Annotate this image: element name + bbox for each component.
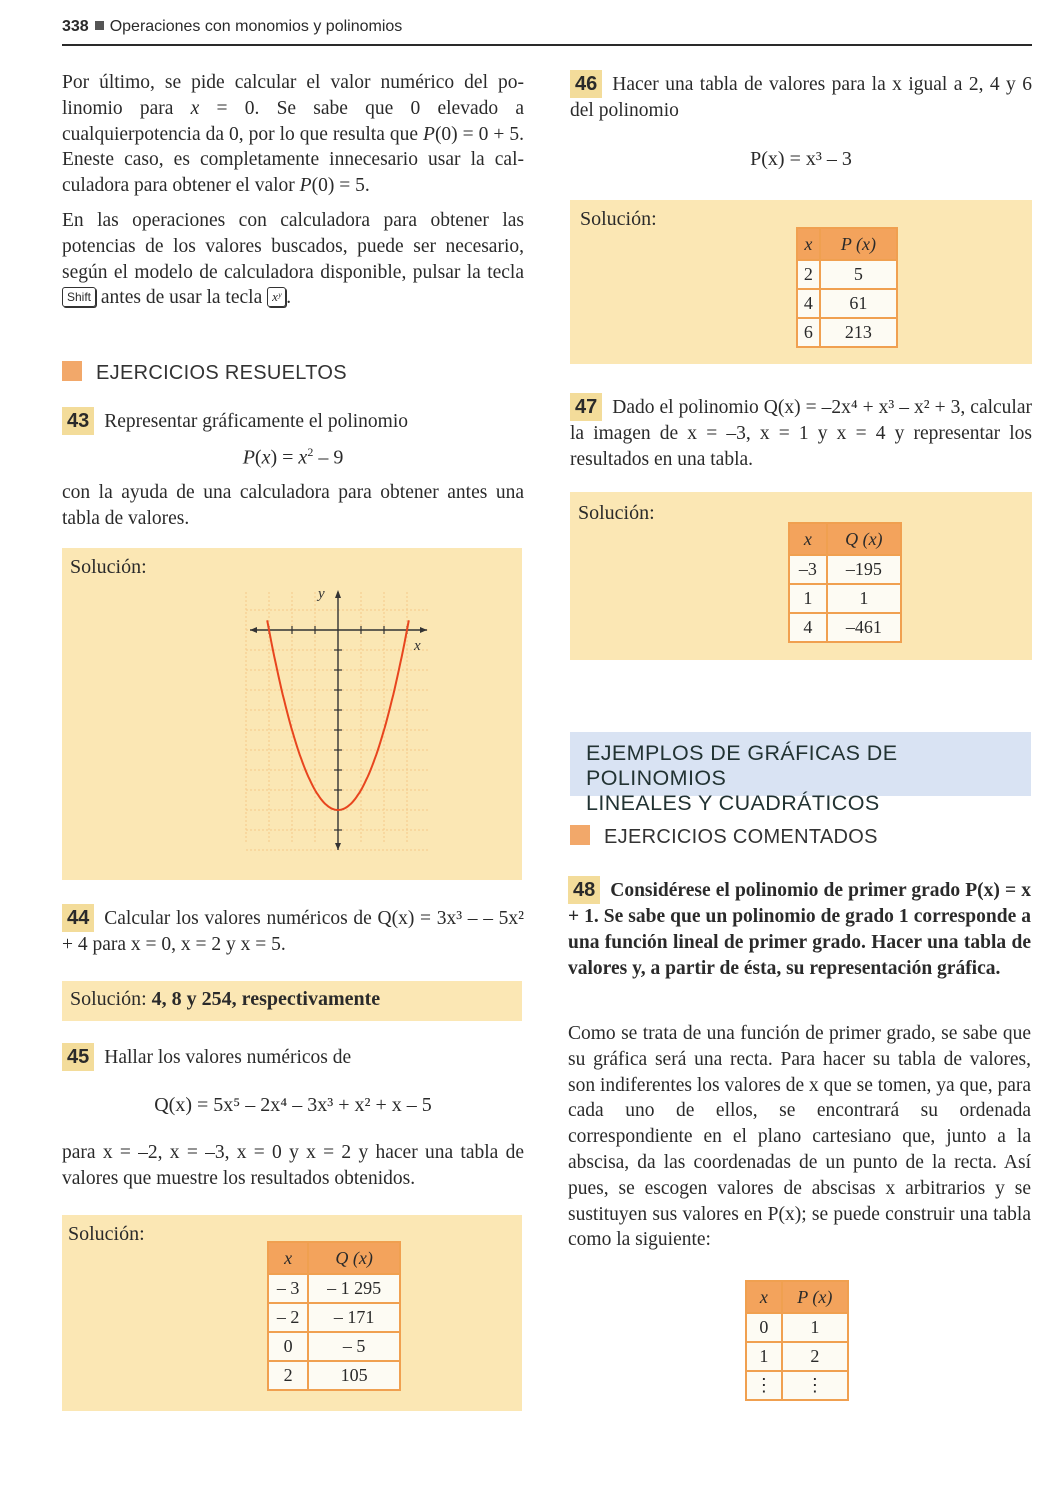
solution-label: Solución:	[70, 988, 147, 1010]
parabola-graph	[242, 582, 432, 852]
values-table-48	[745, 1280, 849, 1401]
table-cell: 1	[827, 584, 901, 613]
solution-46-box	[570, 200, 1032, 364]
table-cell: 4	[789, 613, 827, 642]
intro-segment: potencia da 0, por lo que resulta que	[134, 123, 424, 145]
exercise-43-text2: con la ayuda de una calculadora para obtener antes una tabla de valores.	[62, 482, 524, 529]
table-cell: 5	[820, 260, 897, 289]
table-cell: 0	[746, 1313, 782, 1342]
exercise-text: Considérese el polinomio de primer grado P(x) = x + 1. Se sabe que un polinomio de grado 1 corresponde a una función lineal de primer grado. Hacer una tabla de valores y, a partir de ésta, su representación gráfica.	[568, 880, 1031, 979]
table-cell: –3	[789, 555, 827, 584]
table-cell: 2	[268, 1361, 308, 1390]
table-row	[789, 584, 901, 613]
solution-44-box	[62, 981, 522, 1021]
section-heading-comentados	[570, 825, 878, 849]
intro-paragraph-1	[62, 70, 524, 199]
solution-43-box	[62, 548, 522, 880]
exercise-45	[62, 1043, 524, 1071]
intro-segment: P	[299, 175, 312, 197]
table-row	[746, 1342, 848, 1371]
orange-square-icon	[570, 825, 590, 845]
table-cell: 0	[268, 1332, 308, 1361]
exercise-46	[570, 70, 1032, 124]
exercise-48	[568, 876, 1031, 981]
shift-key-icon: Shift	[62, 287, 96, 307]
intro-paragraph-2: En las operaciones con calculadora para obtener las potencias de los valores buscados, puede ser necesario, según el modelo de calculadora disponible, pulsar la tecla Shift antes de usar la tecla xʸ .	[62, 210, 524, 309]
table-row	[268, 1303, 400, 1332]
values-table-45	[267, 1241, 401, 1391]
formula-45: Q(x) = 5x⁵ – 2x⁴ – 3x³ + x² + x – 5	[154, 1094, 432, 1116]
table-header-cell: x	[268, 1242, 308, 1274]
table-cell: ⋮	[746, 1371, 782, 1400]
table-cell: 4	[797, 289, 820, 318]
table-cell: 6	[797, 318, 820, 347]
section-heading-resueltos	[62, 361, 347, 385]
intro-segment: culadora para obtener el valor	[62, 175, 300, 197]
x-axis-label: x	[414, 638, 421, 654]
solution-45-box	[62, 1215, 522, 1411]
table-cell: – 171	[308, 1303, 400, 1332]
values-table-47	[788, 522, 902, 643]
intro-segment: (0) = 0 + 5. En	[62, 123, 525, 171]
table-header-cell: Q (x)	[827, 523, 901, 555]
table-row	[797, 289, 897, 318]
examples-banner	[570, 732, 1031, 815]
formula-46: P(x) = x³ – 3	[750, 148, 852, 170]
table-cell: 213	[820, 318, 897, 347]
exercise-text: Dado el polinomio Q(x) = –2x⁴ + x³ – x² + 3, calcular la imagen de x = –3, x = 1 y x = 4 y representar los resultados en una tabla.	[570, 397, 1032, 470]
section-title: EJERCICIOS RESUELTOS	[96, 362, 347, 384]
page-header	[62, 18, 1032, 46]
intro-segment: este caso, es completamente innecesario usar la cal-	[83, 149, 524, 171]
intro-segment: (0) = 5.	[311, 175, 370, 197]
table-cell: 1	[746, 1342, 782, 1371]
table-cell: – 5	[308, 1332, 400, 1361]
y-axis-label: y	[318, 586, 325, 602]
values-table-46	[796, 227, 898, 348]
solution-label: Solución:	[68, 1223, 145, 1245]
table-cell: 2	[782, 1342, 848, 1371]
table-cell: 1	[789, 584, 827, 613]
table-row	[789, 555, 901, 584]
banner-line-2: LINEALES Y CUADRÁTICOS	[586, 791, 880, 815]
intro-segment: P	[423, 123, 435, 145]
exercise-48-body: Como se trata de una función de primer grado, se sabe que su gráfica será una recta. Para hacer su tabla de valores, son indiferentes los valores de x que se tomen, ya que, para cada uno de ellos, se encontrará su ordenada correspondiente en el plano cartesiano que, junto a la abscisa, da las coordenadas de un punto de la recta. Así pues, se escogen valores de abscisas x arbitrarios y se sustituyen sus valores en P(x); se puede construir una tabla como la siguiente:	[568, 1023, 1031, 1251]
table-row	[268, 1332, 400, 1361]
table-header-cell: Q (x)	[308, 1242, 400, 1274]
intro-text-a: En las operaciones con calculadora para obtener las potencias de los valores buscados, puede ser necesario, según el modelo de calculadora disponible, pulsar la tecla	[62, 210, 524, 283]
exercise-47	[570, 393, 1032, 473]
solution-47-box	[570, 492, 1032, 660]
header-square-icon	[95, 21, 104, 30]
exercise-text: Calcular los valores numéricos de Q(x) = 3x³ – – 5x² + 4 para x = 0, x = 2 y x = 5.	[62, 908, 524, 955]
intro-segment: Por último, se pide calcular el valor numérico del po-	[62, 72, 524, 93]
exercise-44	[62, 904, 524, 958]
table-header-cell: P (x)	[820, 228, 897, 260]
table-header-cell: x	[746, 1281, 782, 1313]
chapter-title: Operaciones con monomios y polinomios	[109, 18, 403, 35]
table-cell: –195	[827, 555, 901, 584]
power-key-icon: xʸ	[267, 287, 286, 307]
table-cell: – 1 295	[308, 1274, 400, 1303]
exercise-number: 43	[62, 407, 94, 435]
table-cell: – 3	[268, 1274, 308, 1303]
exercise-number: 47	[570, 393, 602, 421]
exercise-text: Hacer una tabla de valores para la x igual a 2, 4 y 6 del polinomio	[570, 74, 1032, 121]
solution-value: 4, 8 y 254, respectivamente	[151, 988, 381, 1010]
table-cell: – 2	[268, 1303, 308, 1332]
table-row	[789, 613, 901, 642]
exercise-text: Hallar los valores numéricos de	[104, 1047, 352, 1068]
table-cell: 1	[782, 1313, 848, 1342]
table-cell: 61	[820, 289, 897, 318]
intro-segment: x	[190, 97, 200, 119]
table-row	[797, 318, 897, 347]
solution-label: Solución:	[580, 208, 657, 230]
exercise-number: 48	[568, 876, 600, 904]
exercise-43	[62, 407, 524, 435]
exercise-number: 45	[62, 1043, 94, 1071]
table-cell: ⋮	[782, 1371, 848, 1400]
intro-text-b: antes de usar la tecla	[100, 287, 263, 309]
exercise-text: Representar gráficamente el polinomio	[104, 411, 409, 432]
solution-label: Solución:	[578, 502, 655, 524]
page-number: 338	[62, 18, 89, 35]
intro-segment: linomio para	[62, 97, 191, 119]
formula-43: $P(x) = x^2 - 9$	[242, 445, 344, 469]
table-row	[268, 1361, 400, 1390]
solution-label: Solución:	[70, 556, 147, 578]
table-header-cell: x	[797, 228, 820, 260]
orange-square-icon	[62, 361, 82, 381]
exercise-45-text2: para x = –2, x = –3, x = 0 y x = 2 y hacer una tabla de valores que muestre los resultados obtenidos.	[62, 1142, 524, 1189]
table-row	[746, 1371, 848, 1400]
table-row	[268, 1274, 400, 1303]
intro-segment: = 0. Se sabe que 0 elevado a cualquier	[62, 97, 524, 145]
exercise-number: 44	[62, 904, 94, 932]
table-header-cell: P (x)	[782, 1281, 848, 1313]
table-header-cell: x	[789, 523, 827, 555]
table-row	[746, 1313, 848, 1342]
table-cell: 105	[308, 1361, 400, 1390]
table-cell: –461	[827, 613, 901, 642]
exercise-number: 46	[570, 70, 602, 98]
table-cell: 2	[797, 260, 820, 289]
section-title: EJERCICIOS COMENTADOS	[604, 826, 878, 848]
banner-line-1: EJEMPLOS DE GRÁFICAS DE POLINOMIOS	[586, 741, 898, 790]
table-row	[797, 260, 897, 289]
